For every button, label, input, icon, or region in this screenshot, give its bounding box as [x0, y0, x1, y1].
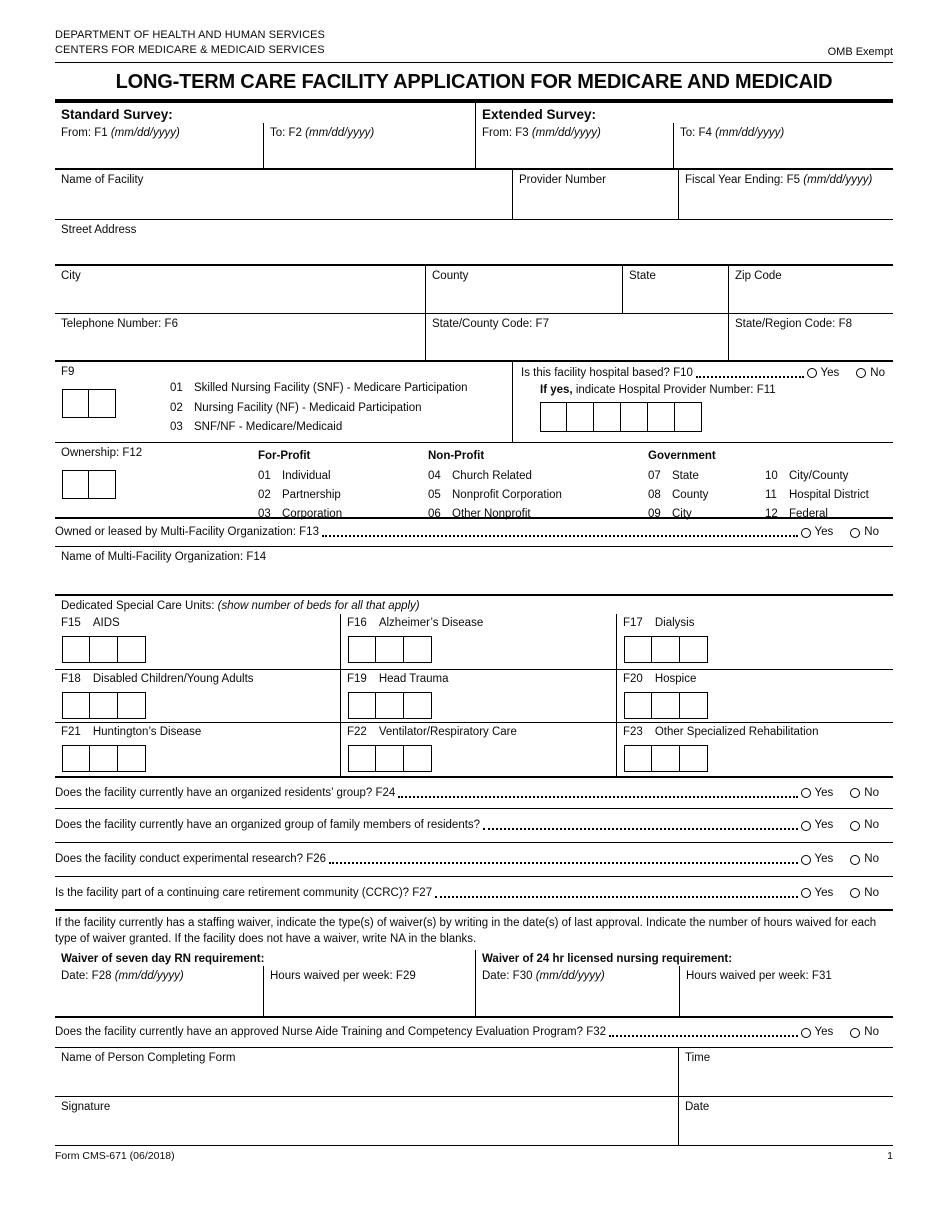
standard-survey-heading: Standard Survey:	[61, 107, 173, 122]
f11-provider-number-boxes	[540, 402, 885, 432]
bed-count-box[interactable]	[680, 692, 708, 719]
bed-count-box[interactable]	[376, 692, 404, 719]
f14-row	[55, 547, 893, 596]
f11-instruction: If yes, indicate Hospital Provider Number: F11	[540, 384, 776, 397]
date-format-hint: (mm/dd/yyyy)	[110, 127, 180, 139]
bed-count-box[interactable]	[624, 692, 652, 719]
f9-code-box[interactable]	[62, 389, 89, 418]
rn-waiver-heading: Waiver of seven day RN requirement:	[61, 953, 265, 965]
f9-option: 03 SNF/NF - Medicare/Medicaid	[170, 421, 343, 433]
bed-count-box[interactable]	[652, 692, 680, 719]
f9-facility-type-block	[55, 362, 512, 442]
f27-question: Is the facility part of a continuing care retirement community (CCRC)? F27	[55, 886, 433, 899]
f32-yes-radio[interactable]	[801, 1028, 811, 1038]
bed-count-box[interactable]	[404, 745, 432, 772]
f16-bed-count-boxes	[348, 636, 610, 663]
ownership-option: 11 Hospital District	[765, 489, 869, 501]
f11-digit-box[interactable]	[621, 402, 648, 432]
f32-no-radio[interactable]	[850, 1028, 860, 1038]
for-profit-group: For-Profit 01 Individual 02 Partnership 03 Corporation	[258, 447, 342, 524]
ownership-section	[55, 443, 893, 519]
form-page	[55, 28, 893, 1162]
government-column-2	[765, 467, 869, 524]
f13-yes-radio[interactable]	[801, 528, 811, 538]
form-footer	[55, 1146, 893, 1162]
f27-question-row	[55, 877, 893, 911]
date-format-hint: (mm/dd/yyyy)	[715, 127, 785, 139]
f15-bed-count-boxes	[62, 636, 334, 663]
f22-bed-count-boxes	[348, 745, 610, 772]
government-group: Government 07 State 08 County 09 City 10 City/County 11 Hospital District 12 Federal	[648, 447, 869, 524]
bed-count-box[interactable]	[680, 636, 708, 663]
dotted-leader	[483, 821, 797, 830]
bed-count-box[interactable]	[118, 745, 146, 772]
extended-survey-to-field[interactable]: To: F4 (mm/dd/yyyy)	[673, 123, 893, 168]
dotted-leader	[329, 855, 798, 864]
f25-yes-radio[interactable]	[801, 821, 811, 831]
ownership-option: 09 City	[648, 508, 692, 520]
f9-label: F9	[61, 366, 75, 378]
waiver-instructions: If the facility currently has a staffing waiver, indicate the type(s) of waiver(s) by writing in the date(s) of last approval. Indicate the number of hours waived for each type of waiver granted. If the facility does not have a waiver, write NA in the blanks.	[55, 917, 877, 945]
f10-question-line	[521, 366, 885, 380]
special-care-row-2	[55, 670, 893, 723]
bed-count-box[interactable]	[348, 692, 376, 719]
f26-yes-radio[interactable]	[801, 855, 811, 865]
f11-digit-box[interactable]	[648, 402, 675, 432]
f10-yes-no: Yes No	[807, 366, 885, 380]
f24-yes-no: Yes No	[801, 786, 879, 800]
bed-count-box[interactable]	[348, 636, 376, 663]
person-completing-form-field[interactable]: Name of Person Completing Form	[61, 1052, 236, 1064]
f32-question: Does the facility currently have an approved Nurse Aide Training and Competency Evaluation Program? F32	[55, 1026, 607, 1039]
telephone-number-field[interactable]: Telephone Number: F6	[61, 318, 178, 330]
f10-no-radio[interactable]	[856, 368, 866, 378]
f12-ownership-label: Ownership: F12	[61, 447, 143, 459]
facility-name-field[interactable]: Name of Facility	[61, 174, 144, 186]
f25-question: Does the facility currently have an organized group of family members of residents?	[55, 819, 481, 832]
f27-no-radio[interactable]	[850, 888, 860, 898]
dotted-leader	[398, 789, 797, 798]
date-format-hint: (mm/dd/yyyy)	[803, 174, 873, 186]
f12-code-box[interactable]	[89, 470, 116, 499]
bed-count-box[interactable]	[348, 745, 376, 772]
f23-other-rehab-unit: F23 Other Specialized Rehabilitation	[616, 723, 893, 776]
f31-hours-field[interactable]: Hours waived per week: F31	[679, 966, 893, 1016]
agency-line: CENTERS FOR MEDICARE & MEDICAID SERVICES	[55, 44, 325, 56]
bed-count-box[interactable]	[624, 745, 652, 772]
ownership-option: 03 Corporation	[258, 508, 343, 520]
county-field[interactable]: County	[425, 266, 622, 313]
f12-code-box[interactable]	[62, 470, 89, 499]
street-address-field[interactable]: Street Address	[61, 224, 137, 236]
government-column-1	[648, 467, 765, 524]
f12-code-boxes	[62, 470, 116, 499]
date-format-hint: (mm/dd/yyyy)	[531, 127, 601, 139]
special-care-row-3	[55, 723, 893, 778]
ownership-option: 04 Church Related	[428, 470, 532, 482]
nursing-waiver-heading: Waiver of 24 hr licensed nursing requirement:	[482, 953, 733, 965]
special-care-row-1	[55, 614, 893, 670]
bed-count-box[interactable]	[90, 745, 118, 772]
f17-bed-count-boxes	[624, 636, 887, 663]
f10-yes-radio[interactable]	[807, 368, 817, 378]
bed-count-box[interactable]	[376, 745, 404, 772]
special-care-heading: Dedicated Special Care Units: (show number of beds for all that apply)	[61, 600, 420, 612]
bed-count-box[interactable]	[652, 636, 680, 663]
facility-type-section	[55, 362, 893, 443]
bed-count-box[interactable]	[62, 745, 90, 772]
f11-digit-box[interactable]	[675, 402, 702, 432]
ownership-option: 01 Individual	[258, 470, 331, 482]
f32-question-row	[55, 1018, 893, 1048]
f18-bed-count-boxes	[62, 692, 334, 719]
bed-count-box[interactable]	[62, 636, 90, 663]
name-time-row	[55, 1048, 893, 1097]
f24-yes-radio[interactable]	[801, 788, 811, 798]
bed-count-box[interactable]	[62, 692, 90, 719]
non-profit-group: Non-Profit 04 Church Related 05 Nonprofit Corporation 06 Other Nonprofit	[428, 447, 562, 524]
bed-count-box[interactable]	[90, 636, 118, 663]
facility-row	[55, 170, 893, 220]
extended-survey-block	[475, 103, 893, 168]
state-region-code-field[interactable]: State/Region Code: F8	[728, 314, 893, 360]
f26-yes-no: Yes No	[801, 852, 879, 866]
f10-question: Is this facility hospital based? F10	[521, 367, 693, 379]
signature-date-row	[55, 1097, 893, 1146]
f26-question-row	[55, 843, 893, 877]
f29-hours-field[interactable]: Hours waived per week: F29	[263, 966, 475, 1016]
ownership-option: 07 State	[648, 470, 699, 482]
f14-organization-name-field[interactable]: Name of Multi-Facility Organization: F14	[61, 551, 267, 563]
phone-row	[55, 314, 893, 362]
f21-bed-count-boxes	[62, 745, 334, 772]
time-field[interactable]: Time	[678, 1048, 893, 1096]
zip-code-field[interactable]: Zip Code	[728, 266, 893, 313]
ownership-option: 06 Other Nonprofit	[428, 508, 531, 520]
bed-count-box[interactable]	[404, 636, 432, 663]
page-number: 1	[887, 1150, 893, 1162]
fiscal-year-ending-field[interactable]: Fiscal Year Ending: F5 (mm/dd/yyyy)	[678, 170, 893, 219]
f24-question-row	[55, 778, 893, 809]
f13-yes-no: Yes No	[801, 525, 879, 539]
f21-huntingtons-unit: F21 Huntington’s Disease	[55, 723, 340, 776]
ownership-option: 08 County	[648, 489, 709, 501]
dotted-leader	[435, 889, 797, 898]
ownership-option: 02 Partnership	[258, 489, 341, 501]
f24-no-radio[interactable]	[850, 788, 860, 798]
bed-count-box[interactable]	[404, 692, 432, 719]
ownership-option: 05 Nonprofit Corporation	[428, 489, 562, 501]
date-format-hint: (mm/dd/yyyy)	[114, 970, 184, 982]
f25-yes-no: Yes No	[801, 818, 879, 832]
dotted-leader	[322, 528, 798, 537]
f11-digit-box[interactable]	[567, 402, 594, 432]
bed-count-box[interactable]	[90, 692, 118, 719]
f26-question: Does the facility conduct experimental research? F26	[55, 853, 327, 866]
street-address-row	[55, 220, 893, 266]
dotted-leader	[609, 1028, 798, 1037]
form-id: Form CMS-671 (06/2018)	[55, 1150, 175, 1162]
bed-count-box[interactable]	[652, 745, 680, 772]
agency-block	[55, 28, 325, 58]
f25-question-row	[55, 809, 893, 843]
f24-question: Does the facility currently have an organized residents’ group? F24	[55, 786, 396, 799]
f32-yes-no: Yes No	[801, 1025, 879, 1039]
f27-yes-radio[interactable]	[801, 888, 811, 898]
survey-section	[55, 103, 893, 170]
bed-count-box[interactable]	[680, 745, 708, 772]
bed-count-box[interactable]	[376, 636, 404, 663]
standard-survey-to-field[interactable]: To: F2 (mm/dd/yyyy)	[263, 123, 475, 168]
f19-head-trauma-unit: F19 Head Trauma	[340, 670, 616, 722]
standard-survey-block	[55, 103, 475, 168]
signature-field[interactable]: Signature	[61, 1101, 111, 1113]
f18-disabled-children-unit: F18 Disabled Children/Young Adults	[55, 670, 340, 722]
extended-survey-from-field[interactable]: From: F3 (mm/dd/yyyy)	[482, 127, 601, 139]
f11-digit-box[interactable]	[540, 402, 567, 432]
f11-digit-box[interactable]	[594, 402, 621, 432]
extended-survey-heading: Extended Survey:	[482, 107, 597, 122]
f27-yes-no: Yes No	[801, 886, 879, 900]
bed-count-box[interactable]	[624, 636, 652, 663]
f30-date-field[interactable]: Date: F30 (mm/dd/yyyy)	[482, 970, 605, 982]
f20-hospice-unit: F20 Hospice	[616, 670, 893, 722]
date-format-hint: (mm/dd/yyyy)	[305, 127, 375, 139]
provider-number-field[interactable]: Provider Number	[512, 170, 678, 219]
f9-code-boxes	[62, 389, 116, 418]
bed-count-box[interactable]	[118, 692, 146, 719]
city-row	[55, 266, 893, 314]
f26-no-radio[interactable]	[850, 855, 860, 865]
omb-exempt-label: OMB Exempt	[827, 46, 893, 58]
f9-options-list	[170, 379, 468, 438]
f15-aids-unit: F15 AIDS	[55, 614, 340, 669]
ownership-option: 12 Federal	[765, 508, 828, 520]
f16-alzheimers-unit: F16 Alzheimer’s Disease	[340, 614, 616, 669]
f10-hospital-based-block	[512, 362, 893, 442]
f22-ventilator-unit: F22 Ventilator/Respiratory Care	[340, 723, 616, 776]
bed-count-box[interactable]	[118, 636, 146, 663]
standard-survey-from-field[interactable]: From: F1 (mm/dd/yyyy)	[61, 127, 180, 139]
f9-code-box[interactable]	[89, 389, 116, 418]
form-title: LONG-TERM CARE FACILITY APPLICATION FOR MEDICARE AND MEDICAID	[55, 63, 893, 103]
ownership-option: 10 City/County	[765, 470, 849, 482]
f28-date-field[interactable]: Date: F28 (mm/dd/yyyy)	[61, 970, 184, 982]
f9-option: 02 Nursing Facility (NF) - Medicaid Participation	[170, 401, 422, 414]
f13-no-radio[interactable]	[850, 528, 860, 538]
state-field[interactable]: State	[622, 266, 728, 313]
city-field[interactable]: City	[61, 270, 81, 282]
f23-bed-count-boxes	[624, 745, 887, 772]
f17-dialysis-unit: F17 Dialysis	[616, 614, 893, 669]
dotted-leader	[696, 369, 804, 378]
date-format-hint: (mm/dd/yyyy)	[535, 970, 605, 982]
rn-waiver-block	[55, 950, 475, 1016]
f25-no-radio[interactable]	[850, 821, 860, 831]
state-county-code-field[interactable]: State/County Code: F7	[425, 314, 728, 360]
waiver-table	[55, 950, 893, 1018]
f9-option: 01 Skilled Nursing Facility (SNF) - Medicare Participation	[170, 382, 468, 394]
licensed-nursing-waiver-block	[475, 950, 893, 1016]
f20-bed-count-boxes	[624, 692, 887, 719]
date-field[interactable]: Date	[678, 1097, 893, 1145]
f19-bed-count-boxes	[348, 692, 610, 719]
department-line: DEPARTMENT OF HEALTH AND HUMAN SERVICES	[55, 29, 325, 41]
form-header	[55, 28, 893, 63]
f13-question: Owned or leased by Multi-Facility Organization: F13	[55, 526, 319, 539]
